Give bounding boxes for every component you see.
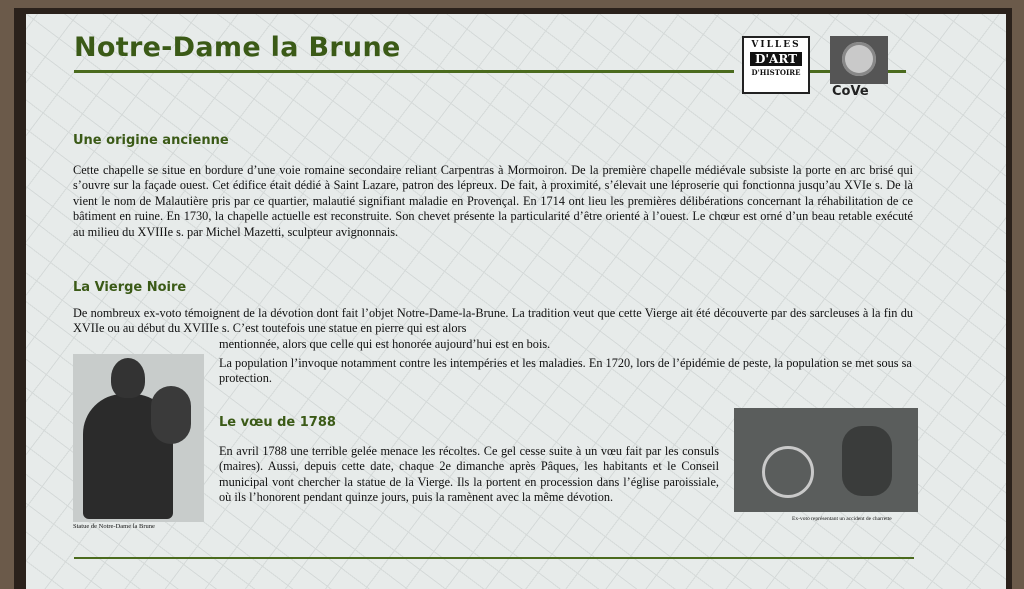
cove-logo-text: CoVe: [832, 84, 869, 99]
section-text-vierge-1: De nombreux ex-voto témoignent de la dévotion dont fait l’objet Notre-Dame-la-Brune. La tradition veut que cette Vierge ait été découverte par des sarcleuses à la fin du XVIIe ou au début du XVIIIe s. C’est toutefois une statue en pierre qui est alors mentionnée, alors que celle qui est honorée aujourd’hui est en bois.: [73, 306, 913, 351]
section-text-origin: Cette chapelle se situe en bordure d’une voie romaine secondaire reliant Carpentras à Mormoiron. De la première chapelle médiévale subsiste la porte en arc brisé qui s’ouvre sur la façade ouest. Cet édifice était dédié à Saint Lazare, patron des lépreux. De fait, à proximité, s’élevait une léproserie qui fonctionna jusqu’au XVIe s. De là vient le nom de Malautière pris par ce quartier, malautié signifiant maladie en Provençal. En 1714 ont lieu les premières délibérations concernant la réhabilitation de ce bâtiment en ruine. En 1730, la chapelle actuelle est reconstruite. Son chevet présente la particularité d’être orienté à l’ouest. Le chœur est orné d’un beau retable exécuté au milieu du XVIIIe s. par Michel Mazetti, sculpteur avignonnais.: [73, 163, 913, 239]
page-title: Notre-Dame la Brune: [74, 32, 401, 63]
cove-logo-emblem: [842, 42, 876, 76]
cove-logo: [830, 36, 888, 84]
statue-photo: [73, 354, 204, 522]
exvoto-painting: [734, 408, 918, 512]
title-divider: [74, 70, 734, 73]
sign-panel: [26, 14, 1006, 589]
section-heading-origin: Une origine ancienne: [73, 133, 229, 148]
section-text-voeu: En avril 1788 une terrible gelée menace les récoltes. Ce gel cesse suite à un vœu fait par les consuls (maires). Aussi, depuis cette date, chaque 2e dimanche après Pâques, les habitants et le Conseil municipal vont chercher la statue de la Vierge. Ils la portent en procession dans l’église paroissiale, où ils l’honorent pendant quinze jours, puis la ramènent avec la même dévotion.: [219, 444, 719, 505]
section-heading-vierge: La Vierge Noire: [73, 280, 187, 295]
section-heading-voeu: Le vœu de 1788: [219, 415, 336, 430]
bottom-divider: [74, 557, 914, 559]
section-text-vierge-2: La population l’invoque notamment contre les intempéries et les maladies. En 1720, lors de l’épidémie de peste, la population se met sous sa protection.: [219, 356, 912, 386]
statue-caption: Statue de Notre-Dame la Brune: [73, 523, 155, 530]
exvoto-caption: Ex-voto représentant un accident de charrette: [792, 516, 892, 522]
villes-art-histoire-logo: VILLES D'ART D'HISTOIRE: [742, 36, 810, 94]
